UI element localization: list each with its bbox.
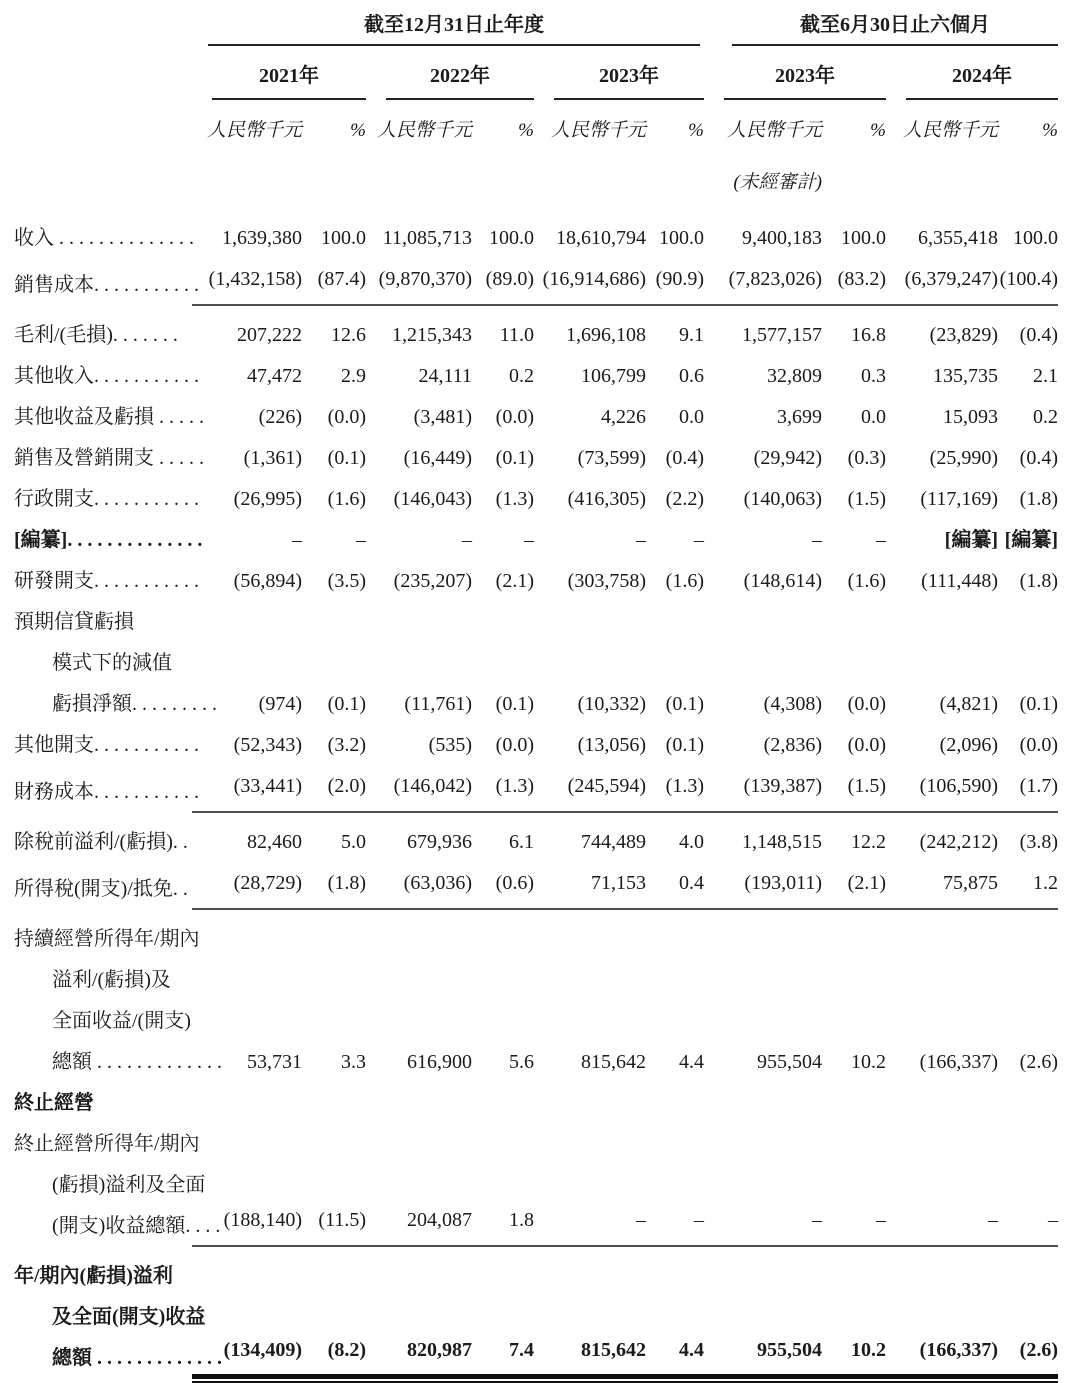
cell-value: 616,900: [407, 1051, 472, 1073]
row-label: 銷售成本. . . . . . . . . . .: [14, 274, 199, 296]
year-col-2022: 2022年: [386, 59, 534, 100]
cell-value: –: [646, 1200, 704, 1247]
cell-value: (10,332): [577, 693, 646, 715]
table-row: [14, 602, 1058, 725]
cell-value: (0.3): [847, 447, 886, 469]
cell-value: 5.0: [341, 831, 366, 853]
cell-value: 10.2: [822, 1330, 886, 1379]
cell-value: 3.3: [341, 1051, 366, 1073]
row-label: 持續經營所得年/期內 溢利/(虧損)及 全面收益/(開支) 總額 . . . . . . . . . . . . .: [14, 928, 222, 1073]
cell-value: 4,226: [601, 406, 646, 428]
year-col-2021: 2021年: [212, 59, 366, 100]
table-row: [14, 725, 1058, 766]
table-row: [14, 1083, 1058, 1124]
table-row: [14, 766, 1058, 813]
table-row: [14, 863, 1058, 910]
row-label: 收入 . . . . . . . . . . . . . .: [14, 227, 194, 249]
row-label: 財務成本. . . . . . . . . . .: [14, 781, 199, 803]
cell-value: 4.4: [679, 1051, 704, 1073]
cell-value: (2.1): [495, 570, 534, 592]
cell-value: (1.6): [847, 570, 886, 592]
cell-value: 820,987: [366, 1330, 472, 1379]
cell-value: 1.8: [472, 1200, 534, 1247]
table-row: [14, 1256, 1058, 1379]
cell-value: (0.0): [847, 693, 886, 715]
row-label: 其他收入. . . . . . . . . . .: [14, 365, 199, 387]
cell-value: (226): [258, 406, 302, 428]
cell-value: –: [822, 1200, 886, 1247]
cell-value: (245,594): [534, 766, 646, 813]
cell-value: 0.2: [1033, 406, 1058, 428]
table-body: [14, 218, 1058, 1379]
cell-value: (28,729): [192, 863, 302, 910]
cell-value: (83.2): [822, 259, 886, 306]
cell-value: (1,432,158): [192, 259, 302, 306]
cell-value: (33,441): [192, 766, 302, 813]
cell-value: (1,361): [243, 447, 302, 469]
cell-value: 744,489: [581, 831, 646, 853]
table-row: [14, 438, 1058, 479]
cell-value: 4.0: [679, 831, 704, 853]
cell-value: 9.1: [679, 324, 704, 346]
cell-value: (9,870,370): [366, 259, 472, 306]
unit-percent-label: %: [518, 120, 534, 141]
row-label: 所得稅(開支)/抵免. .: [14, 878, 188, 900]
unaudited-note: (未經審計): [733, 172, 822, 193]
unit-header-row: [14, 115, 1058, 142]
cell-value: (2.6): [1019, 1051, 1058, 1073]
cell-value: (11,761): [404, 693, 472, 715]
cell-value: (3.5): [327, 570, 366, 592]
cell-value: (1.3): [472, 766, 534, 813]
cell-value: (3.8): [1019, 831, 1058, 853]
cell-value: 6.1: [509, 831, 534, 853]
row-label: 年/期內(虧損)溢利 及全面(開支)收益 總額 . . . . . . . . . . . . .: [14, 1265, 222, 1369]
cell-value: 18,610,794: [556, 227, 646, 249]
cell-value: (0.1): [327, 447, 366, 469]
cell-value: [編纂]: [944, 529, 998, 551]
cell-value: 106,799: [581, 365, 646, 387]
row-label: 毛利/(毛損). . . . . . .: [14, 324, 178, 346]
cell-value: 32,809: [767, 365, 822, 387]
cell-value: (0.0): [327, 406, 366, 428]
cell-value: 815,642: [581, 1051, 646, 1073]
cell-value: (3,481): [413, 406, 472, 428]
cell-value: 679,936: [407, 831, 472, 853]
year-header-row: [14, 59, 1058, 100]
cell-value: (235,207): [393, 570, 472, 592]
cell-value: –: [886, 1200, 998, 1247]
cell-value: 0.6: [679, 365, 704, 387]
cell-value: (26,995): [233, 488, 302, 510]
cell-value: –: [876, 529, 886, 551]
cell-value: (139,387): [704, 766, 822, 813]
cell-value: –: [704, 1200, 822, 1247]
cell-value: –: [292, 529, 302, 551]
cell-value: 24,111: [418, 365, 472, 387]
cell-value: (8.2): [302, 1330, 366, 1379]
cell-value: (16,449): [403, 447, 472, 469]
table-row: [14, 561, 1058, 602]
cell-value: (1.3): [495, 488, 534, 510]
table-row: [14, 315, 1058, 356]
cell-value: (0.0): [1019, 734, 1058, 756]
table-row: [14, 397, 1058, 438]
table-row: [14, 822, 1058, 863]
cell-value: (0.1): [665, 693, 704, 715]
cell-value: (1.5): [822, 766, 886, 813]
cell-value: (242,212): [919, 831, 998, 853]
cell-value: (0.0): [847, 734, 886, 756]
cell-value: (188,140): [192, 1200, 302, 1247]
cell-value: (63,036): [366, 863, 472, 910]
cell-value: 1,696,108: [566, 324, 646, 346]
table-row: [14, 520, 1058, 561]
cell-value: (16,914,686): [534, 259, 646, 306]
cell-value: 16.8: [851, 324, 886, 346]
row-label: 銷售及營銷開支 . . . . .: [14, 447, 204, 469]
cell-value: (148,614): [743, 570, 822, 592]
cell-value: (90.9): [646, 259, 704, 306]
year-col-2023-interim: 2023年: [724, 59, 886, 100]
cell-value: 15,093: [943, 406, 998, 428]
unit-percent-label: %: [350, 120, 366, 141]
cell-value: (4,308): [763, 693, 822, 715]
cell-value: 2.9: [341, 365, 366, 387]
cell-value: –: [524, 529, 534, 551]
period-group-annual: 截至12月31日止年度: [208, 8, 700, 46]
cell-value: (3.2): [327, 734, 366, 756]
year-col-2023: 2023年: [554, 59, 704, 100]
cell-value: (140,063): [743, 488, 822, 510]
cell-value: (0.1): [327, 693, 366, 715]
cell-value: –: [636, 529, 646, 551]
cell-value: 12.6: [331, 324, 366, 346]
cell-value: (2.1): [822, 863, 886, 910]
cell-value: (11.5): [302, 1200, 366, 1247]
cell-value: (1.6): [665, 570, 704, 592]
cell-value: (166,337): [886, 1330, 998, 1379]
table-row: [14, 259, 1058, 306]
unit-percent-label: %: [688, 120, 704, 141]
unit-money-label: 人民幣千元: [726, 120, 822, 141]
cell-value: 1,148,515: [742, 831, 822, 853]
cell-value: 0.2: [509, 365, 534, 387]
row-label: 其他開支. . . . . . . . . . .: [14, 734, 199, 756]
cell-value: (0.6): [472, 863, 534, 910]
cell-value: (416,305): [567, 488, 646, 510]
cell-value: –: [356, 529, 366, 551]
cell-value: (23,829): [929, 324, 998, 346]
cell-value: (25,990): [929, 447, 998, 469]
cell-value: 71,153: [534, 863, 646, 910]
row-label: 行政開支. . . . . . . . . . .: [14, 488, 199, 510]
cell-value: (73,599): [577, 447, 646, 469]
cell-value: 2.1: [1033, 365, 1058, 387]
cell-value: 5.6: [509, 1051, 534, 1073]
cell-value: 47,472: [247, 365, 302, 387]
cell-value: (1.3): [646, 766, 704, 813]
cell-value: (111,448): [921, 570, 998, 592]
cell-value: (0.1): [665, 734, 704, 756]
year-col-2024-interim: 2024年: [906, 59, 1058, 100]
cell-value: (1.8): [1019, 488, 1058, 510]
cell-value: –: [534, 1200, 646, 1247]
cell-value: 11.0: [499, 324, 534, 346]
cell-value: (52,343): [233, 734, 302, 756]
cell-value: (100.4): [998, 259, 1058, 306]
cell-value: [編纂]: [1004, 529, 1058, 551]
cell-value: (166,337): [919, 1051, 998, 1073]
cell-value: 0.0: [679, 406, 704, 428]
unit-money-label: 人民幣千元: [902, 120, 998, 141]
cell-value: 1.2: [998, 863, 1058, 910]
cell-value: 135,735: [933, 365, 998, 387]
cell-value: 6,355,418: [918, 227, 998, 249]
cell-value: 815,642: [534, 1330, 646, 1379]
cell-value: 53,731: [247, 1051, 302, 1073]
cell-value: 0.3: [861, 365, 886, 387]
cell-value: 9,400,183: [742, 227, 822, 249]
cell-value: 10.2: [851, 1051, 886, 1073]
cell-value: (56,894): [233, 570, 302, 592]
cell-value: (0.4): [1019, 324, 1058, 346]
row-label: 其他收益及虧損 . . . . .: [14, 406, 204, 428]
cell-value: (146,043): [393, 488, 472, 510]
unit-percent-label: %: [870, 120, 886, 141]
table-row: [14, 218, 1058, 259]
cell-value: (0.1): [1019, 693, 1058, 715]
unit-money-label: 人民幣千元: [376, 120, 472, 141]
cell-value: (134,409): [192, 1330, 302, 1379]
cell-value: 7.4: [472, 1330, 534, 1379]
cell-value: (535): [428, 734, 472, 756]
unaudited-note-row: [14, 142, 1058, 194]
cell-value: (0.0): [495, 734, 534, 756]
cell-value: (0.4): [665, 447, 704, 469]
cell-value: (2,836): [763, 734, 822, 756]
cell-value: (0.1): [495, 693, 534, 715]
cell-value: (2.2): [665, 488, 704, 510]
period-group-interim: 截至6月30日止六個月: [732, 8, 1058, 46]
cell-value: 1,577,157: [742, 324, 822, 346]
unit-money-label: 人民幣千元: [206, 120, 302, 141]
period-group-header-row: [14, 8, 1058, 46]
cell-value: (2,096): [939, 734, 998, 756]
cell-value: (106,590): [886, 766, 998, 813]
table-row: [14, 479, 1058, 520]
row-label: [編纂]. . . . . . . . . . . . . .: [14, 529, 203, 551]
cell-value: 100.0: [659, 227, 704, 249]
cell-value: (1.6): [327, 488, 366, 510]
cell-value: 0.0: [861, 406, 886, 428]
table-row: [14, 919, 1058, 1083]
cell-value: (1.7): [998, 766, 1058, 813]
cell-value: 100.0: [489, 227, 534, 249]
cell-value: (0.4): [1019, 447, 1058, 469]
cell-value: 100.0: [1013, 227, 1058, 249]
table-row: [14, 356, 1058, 397]
cell-value: 207,222: [237, 324, 302, 346]
cell-value: (146,042): [366, 766, 472, 813]
row-label: 終止經營: [14, 1092, 94, 1114]
cell-value: (0.0): [495, 406, 534, 428]
cell-value: (1.8): [302, 863, 366, 910]
table-row: [14, 1124, 1058, 1247]
cell-value: 4.4: [646, 1330, 704, 1379]
cell-value: 3,699: [777, 406, 822, 428]
cell-value: 1,639,380: [222, 227, 302, 249]
cell-value: 100.0: [321, 227, 366, 249]
cell-value: 100.0: [841, 227, 886, 249]
cell-value: (89.0): [472, 259, 534, 306]
cell-value: (2.6): [998, 1330, 1058, 1379]
cell-value: (117,169): [920, 488, 998, 510]
cell-value: 82,460: [247, 831, 302, 853]
cell-value: (2.0): [302, 766, 366, 813]
cell-value: 11,085,713: [382, 227, 472, 249]
cell-value: (1.8): [1019, 570, 1058, 592]
row-label: 除稅前溢利/(虧損). .: [14, 831, 188, 853]
cell-value: 204,087: [366, 1200, 472, 1247]
cell-value: –: [998, 1200, 1058, 1247]
unit-money-label: 人民幣千元: [550, 120, 646, 141]
cell-value: 0.4: [646, 863, 704, 910]
unit-percent-label: %: [1042, 120, 1058, 141]
row-label: 預期信貸虧損 模式下的減值 虧損淨額. . . . . . . . .: [14, 611, 217, 715]
cell-value: (1.5): [847, 488, 886, 510]
cell-value: –: [694, 529, 704, 551]
cell-value: 955,504: [757, 1051, 822, 1073]
cell-value: (193,011): [704, 863, 822, 910]
cell-value: 75,875: [886, 863, 998, 910]
cell-value: (4,821): [939, 693, 998, 715]
cell-value: (13,056): [577, 734, 646, 756]
cell-value: (303,758): [567, 570, 646, 592]
cell-value: –: [462, 529, 472, 551]
cell-value: –: [812, 529, 822, 551]
row-label: 研發開支. . . . . . . . . . .: [14, 570, 199, 592]
cell-value: 1,215,343: [392, 324, 472, 346]
cell-value: (0.1): [495, 447, 534, 469]
cell-value: (29,942): [753, 447, 822, 469]
cell-value: 955,504: [704, 1330, 822, 1379]
cell-value: (87.4): [302, 259, 366, 306]
cell-value: (6,379,247): [886, 259, 998, 306]
cell-value: (974): [258, 693, 302, 715]
row-label: 終止經營所得年/期內 (虧損)溢利及全面 (開支)收益總額. . . .: [14, 1133, 221, 1237]
cell-value: (7,823,026): [704, 259, 822, 306]
cell-value: 12.2: [851, 831, 886, 853]
